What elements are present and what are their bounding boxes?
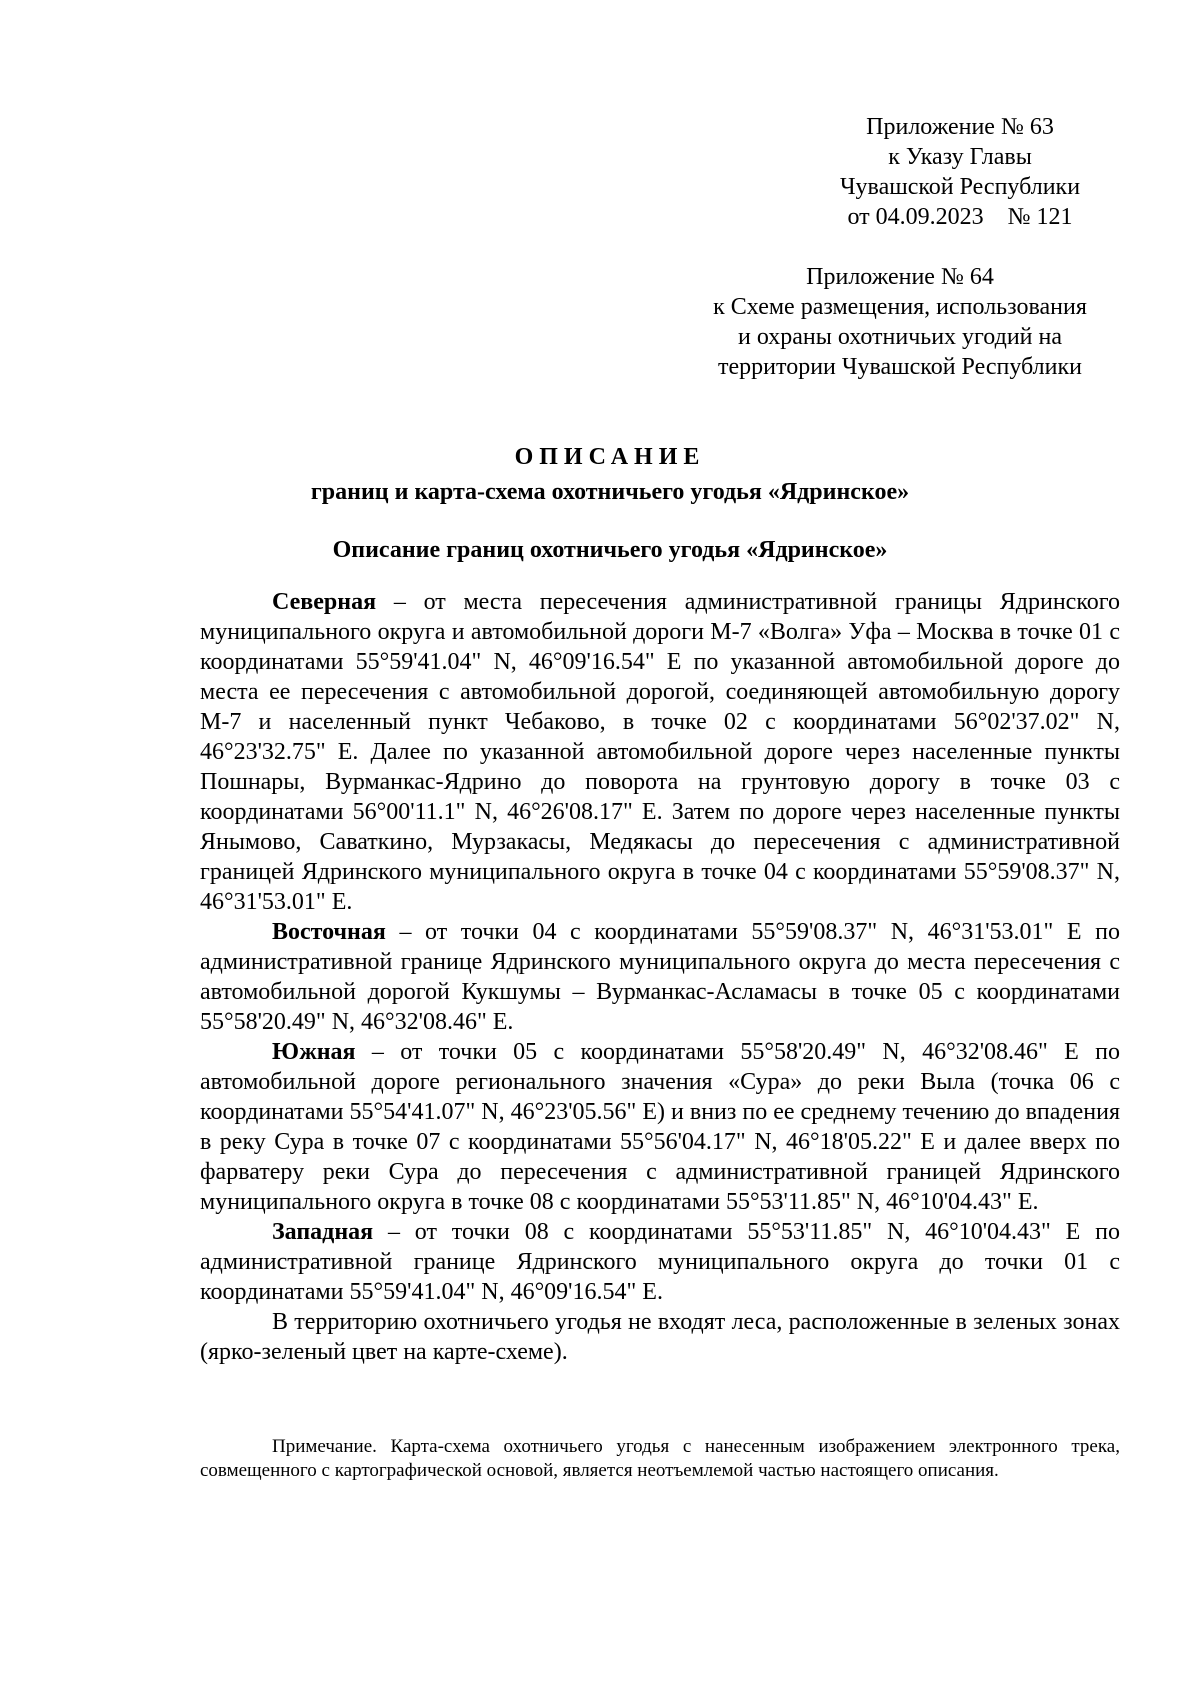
appendix-64-number: Приложение № 64 [806, 264, 994, 290]
north-boundary-label: Северная [272, 589, 377, 615]
section-title: Описание границ охотничьего угодья «Ядринское» [332, 537, 888, 563]
south-boundary-label: Южная [272, 1039, 356, 1065]
east-boundary-text: – от точки 04 с координатами 55°59'08.37" N, 46°31'53.01" E по административной границе Ядринского муниципального округа до места пересечения с автомобильной дорогой Кукшумы – Вурманкас-Асламасы в точке 05 с координатами 55°58'20.49" N, 46°32'08.46" E. [200, 919, 1120, 1035]
north-boundary-paragraph [200, 587, 1120, 917]
appendix-64-reference-3: территории Чувашской Республики [718, 354, 1082, 380]
west-boundary-text: – от точки 08 с координатами 55°53'11.85" N, 46°10'04.43" E по административной границе Ядринского муниципального округа до точки 01 с координатами 55°59'41.04" N, 46°09'16.54" E. [200, 1219, 1120, 1305]
west-boundary-label: Западная [272, 1219, 374, 1245]
appendix-63-number: Приложение № 63 [866, 114, 1054, 140]
east-boundary-label: Восточная [272, 919, 386, 945]
appendix-63-authority: Чувашской Республики [839, 174, 1081, 200]
appendix-64-reference-1: к Схеме размещения, использования [713, 294, 1087, 320]
south-boundary-text: – от точки 05 с координатами 55°58'20.49" N, 46°32'08.46" E по автомобильной дороге регионального значения «Сура» до реки Выла (точка 06 с координатами 55°54'41.07" N, 46°23'05.56" E) и вниз по ее среднему течению до впадения в реку Сура в точке 07 с координатами 55°56'04.17" N, 46°18'05.22" E и далее вверх по фарватеру реки Сура до пересечения с административной границей Ядринского муниципального округа в точке 08 с координатами 55°53'11.85" N, 46°10'04.43" E. [200, 1039, 1120, 1215]
exclusion-paragraph: В территорию охотничьего угодья не входят леса, расположенные в зеленых зонах (ярко-зеленый цвет на карте-схеме). [200, 1309, 1120, 1365]
appendix-63-header [740, 112, 1180, 232]
document-subtitle: границ и карта-схема охотничьего угодья «Ядринское» [310, 479, 910, 505]
appendix-64-reference-2: и охраны охотничьих угодий на [737, 324, 1063, 350]
appendix-64-header [680, 262, 1120, 382]
east-boundary-paragraph [200, 917, 1120, 1037]
appendix-63-reference: к Указу Главы [888, 144, 1032, 170]
appendix-63-date: от 04.09.2023 № 121 [847, 204, 1073, 230]
boundary-description [200, 587, 1120, 1367]
west-boundary-paragraph [200, 1217, 1120, 1307]
footnote: Примечание. Карта-схема охотничьего угодья с нанесенным изображением электронного трека, совмещенного с картографической основой, является неотъемлемой частью настоящего описания. [200, 1436, 1120, 1481]
north-boundary-text: – от места пересечения административной границы Ядринского муниципального округа и автомобильной дороги М-7 «Волга» Уфа – Москва в точке 01 с координатами 55°59'41.04" N, 46°09'16.54" E по указанной автомобильной дороге до места ее пересечения с автомобильной дорогой, соединяющей автомобильную дорогу М-7 и населенный пункт Чебаково, в точке 02 с координатами 56°02'37.02" N, 46°23'32.75" E. Далее по указанной автомобильной дороге через населенные пункты Пошнары, Вурманкас-Ядрино до поворота на грунтовую дорогу в точке 03 с координатами 56°00'11.1" N, 46°26'08.17" E. Затем по дороге через населенные пункты Янымово, Саваткино, Мурзакасы, Медякасы до пересечения с административной границей Ядринского муниципального округа в точке 04 с координатами 55°59'08.37" N, 46°31'53.01" E. [200, 589, 1120, 915]
south-boundary-paragraph [200, 1037, 1120, 1217]
document-title: ОПИСАНИЕ [514, 444, 706, 470]
